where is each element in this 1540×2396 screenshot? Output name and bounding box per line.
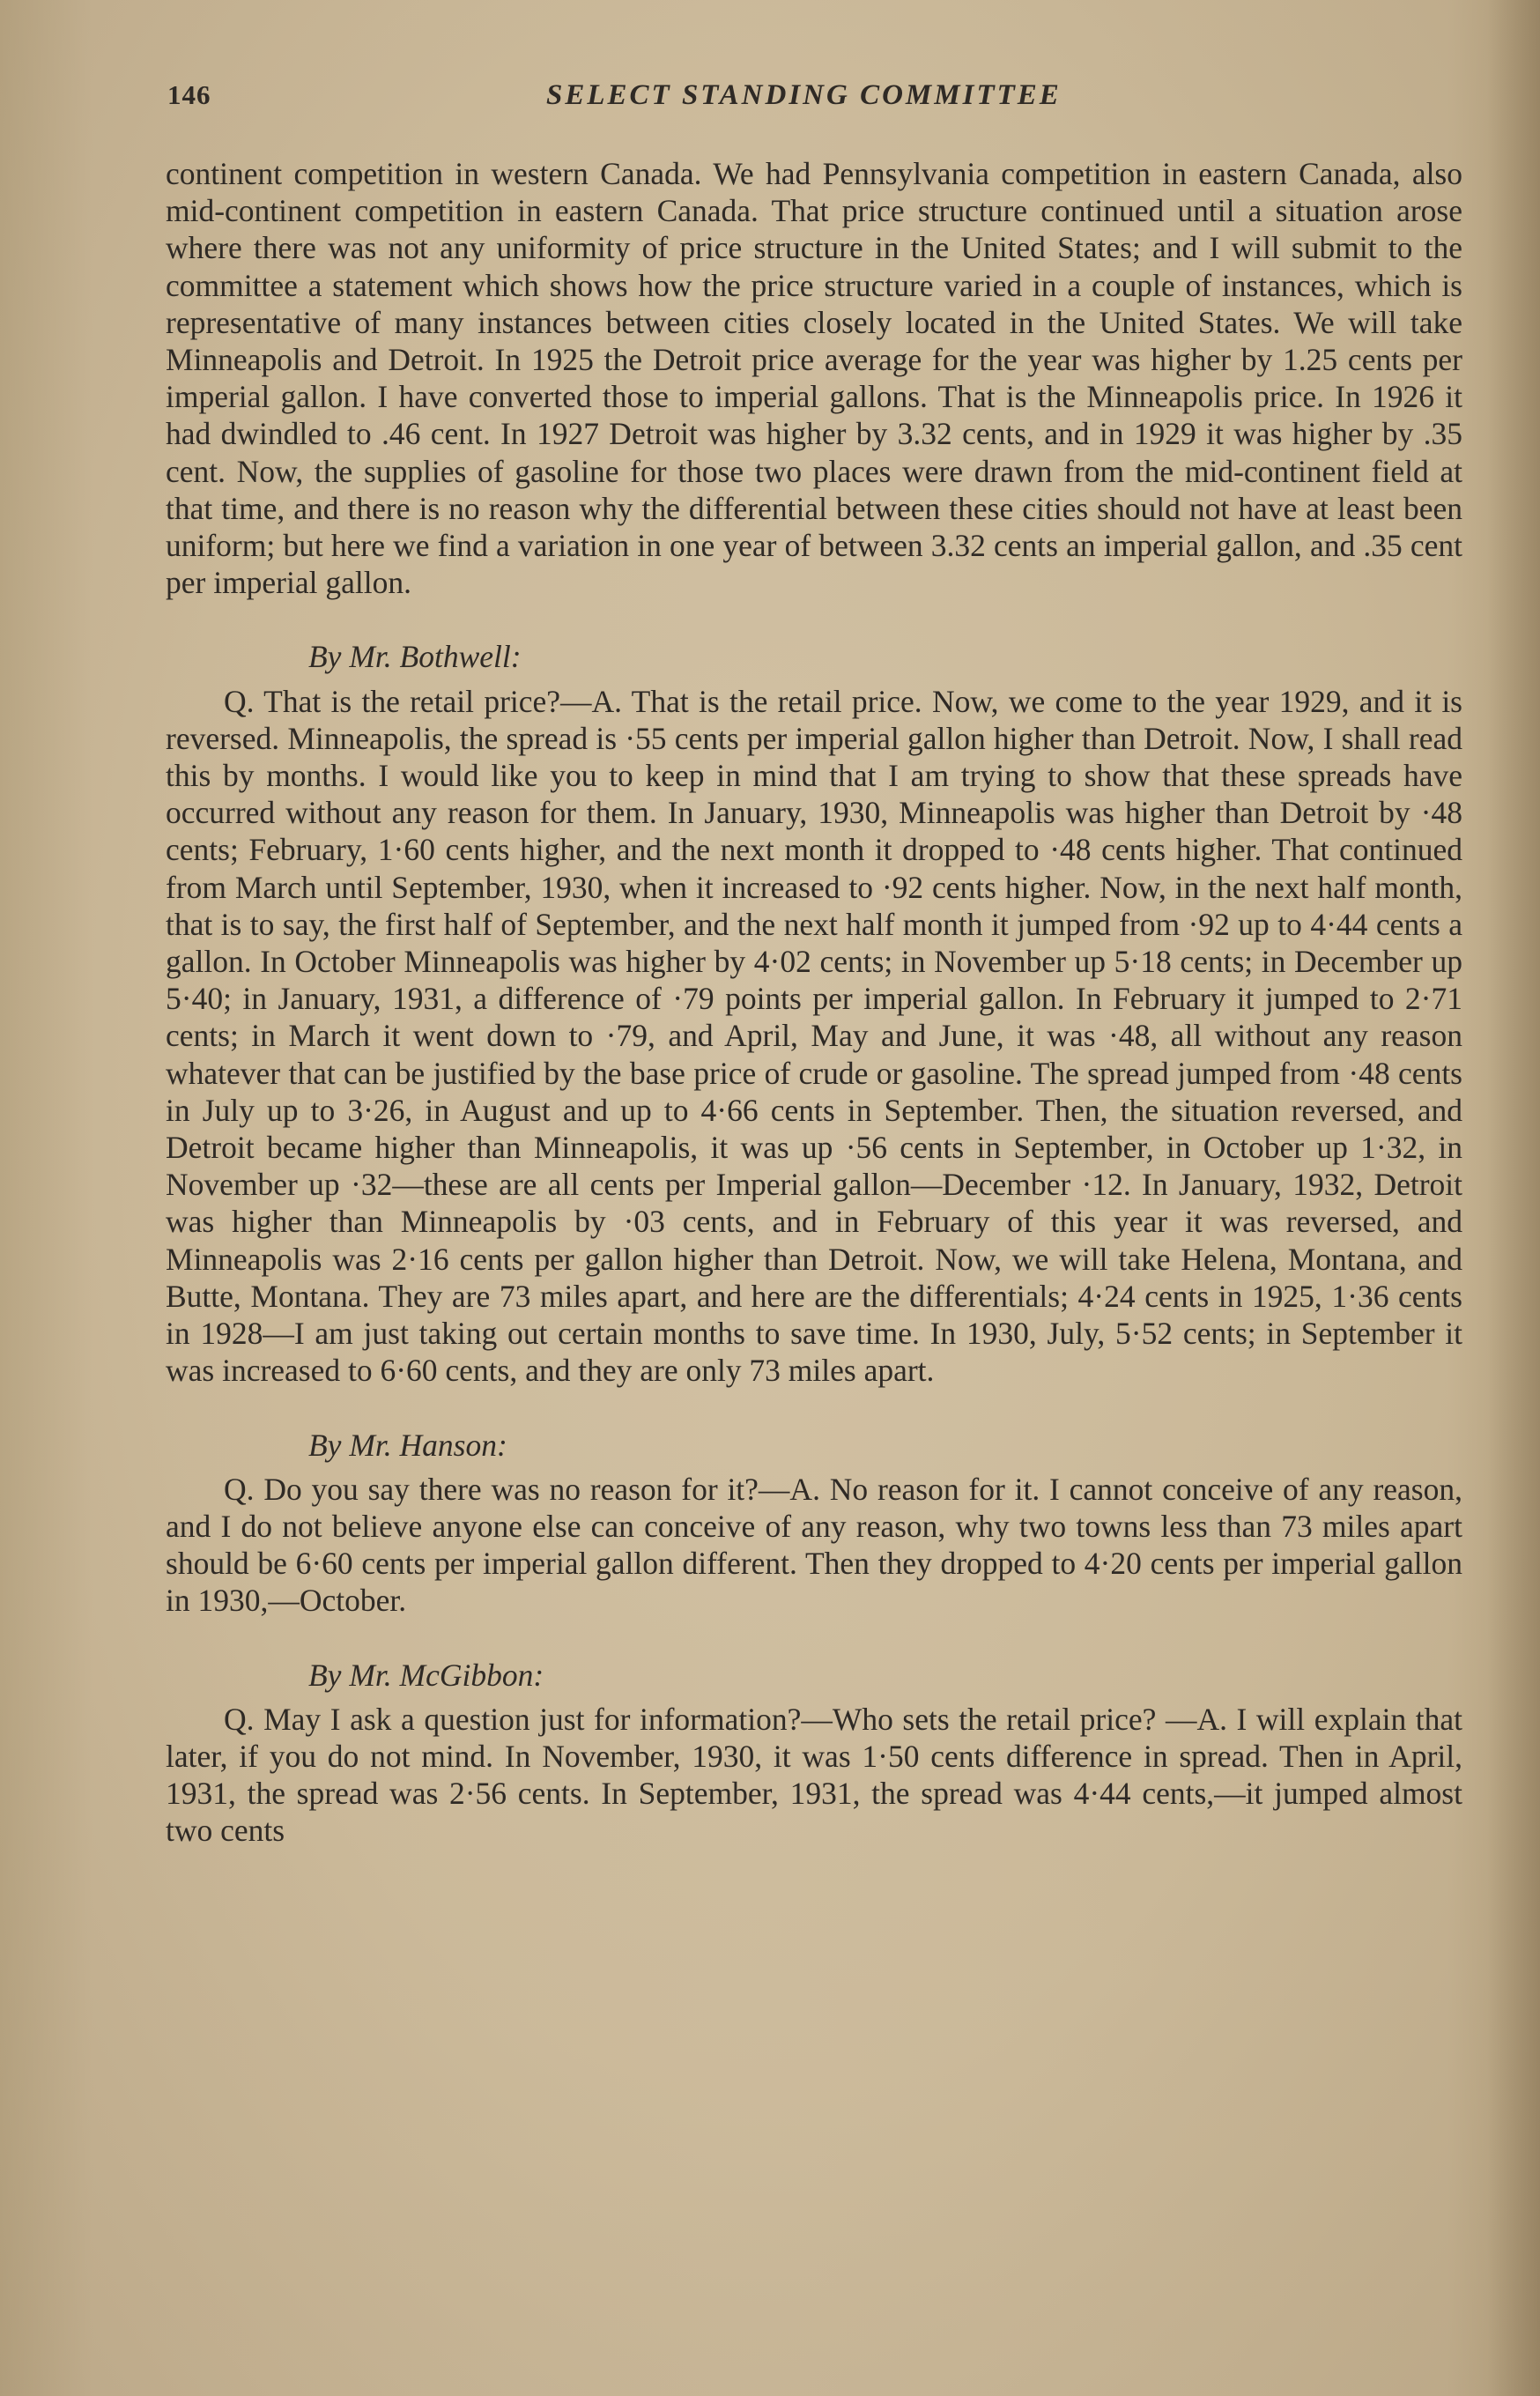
speaker-heading-mcgibbon: By Mr. McGibbon: <box>308 1657 544 1693</box>
page-edge-shadow <box>1487 0 1540 2396</box>
paragraph-hanson: Q. Do you say there was no reason for it?—A. No reason for it. I cannot conceive of any reason, and I do not believe anyone else can conceive of any reason, why two towns less than 73 miles apart should be 6·60 cents per imperial gallon different. Then they dropped to 4·20 cents per imperial gallon in 1930,—October. <box>166 1471 1462 1619</box>
page-header <box>167 79 1454 123</box>
paragraph-bothwell: Q. That is the retail price?—A. That is the retail price. Now, we come to the year 1929, and it is reversed. Minneapolis, the spread is ·55 cents per imperial gallon higher than Detroit. Now, I shall read this by months. I would like you to keep in mind that I am trying to show that these spreads have occurred without any reason for them. In January, 1930, Minneapolis was higher than Detroit by ·48 cents; February, 1·60 cents higher, and the next month it dropped to ·48 cents higher. That continued from March until September, 1930, when it increased to ·92 cents higher. Now, in the next half month, that is to say, the first half of September, and the next half month it jumped from ·92 up to 4·44 cents a gallon. In October Minneapolis was higher by 4·02 cents; in November up 5·18 cents; in December up 5·40; in January, 1931, a difference of ·79 points per imperial gallon. In February it jumped to 2·71 cents; in March it went down to ·79, and April, May and June, it was ·48, all without any reason whatever that can be justified by the base price of crude or gasoline. The spread jumped from ·48 cents in July up to 3·26, in August and up to 4·66 cents in September. Then, the situation reversed, and Detroit became higher than Minneapolis, it was up ·56 cents in September, in October up 1·32, in November up ·32—these are all cents per Imperial gallon—December ·12. In January, 1932, Detroit was higher than Minneapolis by ·03 cents, and in February of this year it was reversed, and Minneapolis was 2·16 cents per gallon higher than Detroit. Now, we will take Helena, Montana, and Butte, Montana. They are 73 miles apart, and here are the differentials; 4·24 cents in 1925, 1·36 cents in 1928—I am just taking out certain months to save time. In 1930, July, 5·52 cents; in September it was increased to 6·60 cents, and they are only 73 miles apart. <box>166 683 1462 1389</box>
running-title: SELECT STANDING COMMITTEE <box>546 79 1062 111</box>
speaker-heading-bothwell: By Mr. Bothwell: <box>308 639 522 675</box>
paragraph-continuation: continent competition in western Canada. We had Pennsylvania competition in eastern Canada, also mid-continent competition in eastern Canada. That price structure continued until a situation arose where there was not any uniformity of price structure in the United States; and I will submit to the committee a statement which shows how the price structure varied in a couple of instances, which is representative of many instances between cities closely located in the United States. We will take Minneapolis and Detroit. In 1925 the Detroit price average for the year was higher by 1.25 cents per imperial gallon. I have converted those to imperial gallons. That is the Minneapolis price. In 1926 it had dwindled to .46 cent. In 1927 Detroit was higher by 3.32 cents, and in 1929 it was higher by .35 cent. Now, the supplies of gasoline for those two places were drawn from the mid-continent field at that time, and there is no reason why the differential between these cities should not have at least been uniform; but here we find a variation in one year of between 3.32 cents an imperial gallon, and .35 cent per imperial gallon. <box>166 156 1462 601</box>
speaker-heading-hanson: By Mr. Hanson: <box>308 1427 507 1463</box>
paragraph-mcgibbon: Q. May I ask a question just for information?—Who sets the retail price? —A. I will explain that later, if you do not mind. In November, 1930, it was 1·50 cents difference in spread. Then in April, 1931, the spread was 2·56 cents. In September, 1931, the spread was 4·44 cents,—it jumped almost two cents <box>166 1701 1462 1849</box>
body-text <box>166 155 1462 1850</box>
page-number: 146 <box>167 79 211 110</box>
